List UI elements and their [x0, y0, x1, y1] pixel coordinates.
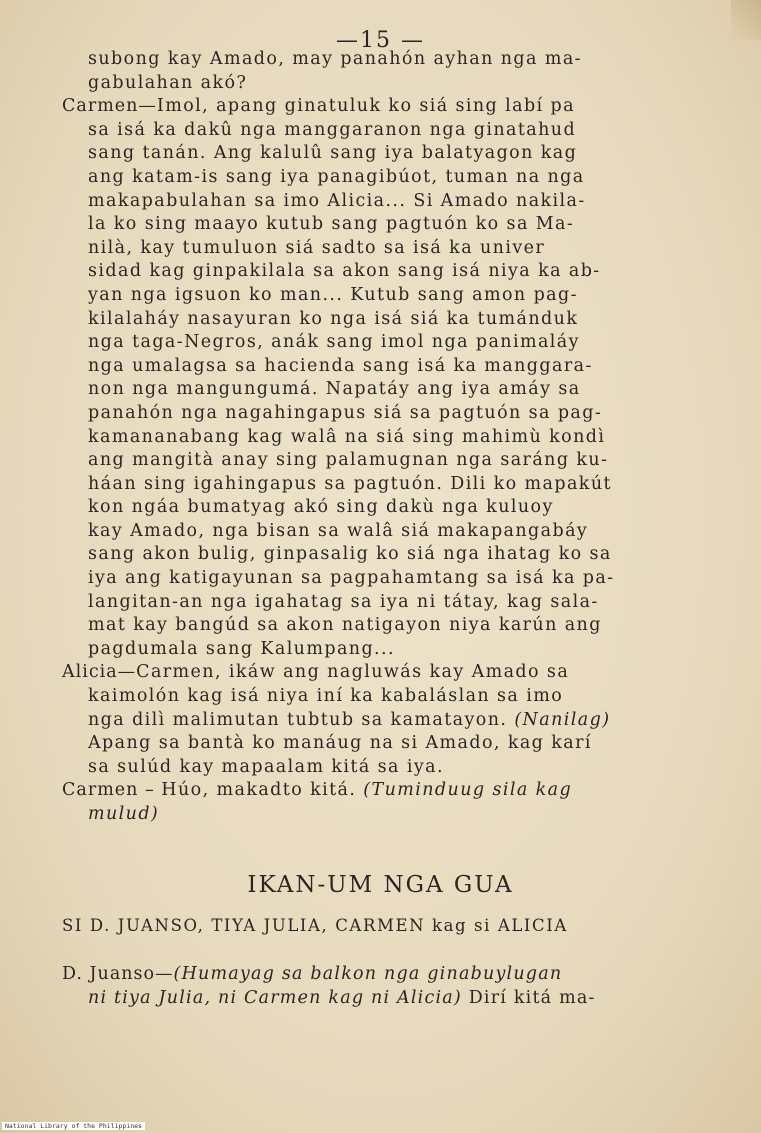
text-line	[62, 638, 652, 662]
dialogue-line: nilà, kay tumuluon siá sadto sa isá ka univer	[88, 237, 546, 258]
speaker-label: D. Juanso—	[62, 964, 174, 984]
text-line	[62, 284, 652, 308]
text-line	[62, 237, 652, 261]
dialogue-line: pagdumala sang Kalumpang...	[88, 638, 395, 659]
footer-credit: National Library of the Philippines	[2, 1122, 145, 1130]
dialogue-line: kilalaháy nasayuran ko nga isá siá ka tumánduk	[88, 308, 579, 329]
dialogue-line: sang akon bulig, ginpasalig ko siá nga ihatag ko sa	[88, 544, 612, 565]
section-title: IKAN-UM NGA GUA	[247, 872, 514, 898]
text-line	[62, 378, 652, 402]
stage-direction: mulud)	[88, 804, 160, 824]
speaker-label: Carmen—	[62, 96, 157, 117]
text-line	[62, 661, 652, 685]
dialogue-line: sa isá ka dakû nga manggaranon nga ginatahud	[88, 119, 577, 140]
dialogue-line: Dirí kitá ma-	[468, 987, 596, 1008]
dialogue-line: subong kay Amado, may panahón ayhan nga ma-	[88, 49, 582, 69]
text-line	[62, 119, 652, 143]
text-line	[62, 48, 652, 72]
dialogue-text	[62, 48, 652, 827]
stage-direction: (Tuminduug sila kag	[363, 780, 573, 801]
dialogue-line: panahón nga nagahingapus siá sa pagtuón sa pag-	[88, 402, 603, 423]
dialogue-line: sa sulúd kay mapaalam kitá sa iya.	[88, 756, 444, 777]
stage-direction: (Humayag sa balkon nga ginabuylugan	[173, 964, 563, 984]
text-line	[62, 190, 652, 214]
text-line	[62, 591, 652, 615]
cast-line: SI D. JUANSO, TIYA JULIA, CARMEN kag si ALICIA	[62, 916, 568, 935]
text-line	[62, 779, 652, 803]
text-line	[62, 685, 652, 709]
text-line	[62, 473, 652, 497]
page-number: —15 —	[336, 28, 425, 53]
dialogue-line: Imol, apang ginatuluk ko siá sing labí pa	[156, 96, 575, 117]
text-line	[62, 520, 652, 544]
dialogue-line: Húo, makadto kitá.	[161, 780, 357, 801]
dialogue-line: non nga mangungumá. Napatáy ang iya amáy sa	[88, 379, 581, 400]
text-line	[62, 496, 652, 520]
text-line	[62, 803, 652, 827]
text-line	[62, 72, 652, 96]
stage-direction: ni tiya Julia, ni Carmen kag ni Alicia)	[88, 987, 462, 1008]
text-line	[62, 709, 652, 733]
dialogue-line: nga umalagsa sa hacienda sang isá ka manggara-	[88, 355, 593, 376]
speaker-label: Alicia—	[62, 662, 137, 683]
text-line	[62, 166, 652, 190]
dialogue-line: langitan-an nga igahatag sa iya ni tátay, kag sala-	[88, 591, 599, 612]
text-line	[62, 567, 652, 591]
speaker-label: Carmen –	[62, 780, 162, 801]
dialogue-line: yan nga igsuon ko man... Kutub sang amon pag-	[88, 284, 578, 305]
text-line	[62, 308, 652, 332]
text-line	[62, 732, 652, 756]
dialogue-line: mat kay bangúd sa akon natigayon niya karún ang	[88, 615, 602, 636]
dialogue-line: Carmen, ikáw ang nagluwás kay Amado sa	[136, 662, 570, 683]
dialogue-line: ang katam-is sang iya panagibúot, tuman na nga	[88, 166, 585, 187]
dialogue-line: kamananabang kag walâ na siá sing mahimù kondì	[88, 426, 606, 447]
dialogue-line: la ko sing maayo kutub sang pagtuón ko sa Ma-	[88, 214, 575, 235]
dialogue-line: ang mangità anay sing palamugnan nga saráng ku-	[88, 450, 609, 471]
dialogue-line: kon ngáa bumatyag akó sing dakù nga kuluoy	[88, 497, 554, 518]
dialogue-line: gabulahan akó?	[88, 72, 248, 93]
text-line	[62, 355, 652, 379]
dialogue-line: sang tanán. Ang kalulû sang iya balatyagon kag	[88, 143, 578, 164]
text-line	[62, 614, 652, 638]
dialogue-line: kaimolón kag isá niya iní ka kabaláslan sa imo	[88, 686, 564, 707]
text-line	[62, 213, 652, 237]
text-line	[62, 543, 652, 567]
dialogue-line: nga taga-Negros, anák sang imol nga panimaláy	[88, 332, 580, 353]
text-line	[62, 426, 652, 450]
text-line	[62, 449, 652, 473]
text-line	[62, 756, 652, 780]
dialogue-line: nga dilì malimutan tubtub sa kamatayon.	[88, 709, 508, 730]
scene-opening	[62, 962, 662, 1009]
text-line	[62, 260, 652, 284]
text-line	[62, 402, 652, 426]
dialogue-line: iya ang katigayunan sa pagpahamtang sa isá ka pa-	[88, 568, 615, 589]
stage-direction: (Nanilag)	[514, 709, 611, 730]
text-line	[62, 331, 652, 355]
dialogue-line: makapabulahan sa imo Alicia... Si Amado nakila-	[88, 190, 586, 211]
text-line	[62, 142, 652, 166]
text-line	[62, 95, 652, 119]
dialogue-line: sidad kag ginpakilala sa akon sang isá niya ka ab-	[88, 261, 601, 282]
dialogue-line: Apang sa bantà ko manáug na si Amado, kag karí	[88, 733, 592, 754]
dialogue-line: kay Amado, nga bisan sa walâ siá makapangabáy	[88, 520, 589, 541]
dialogue-line: háan sing igahingapus sa pagtuón. Dili ko mapakút	[88, 473, 612, 494]
